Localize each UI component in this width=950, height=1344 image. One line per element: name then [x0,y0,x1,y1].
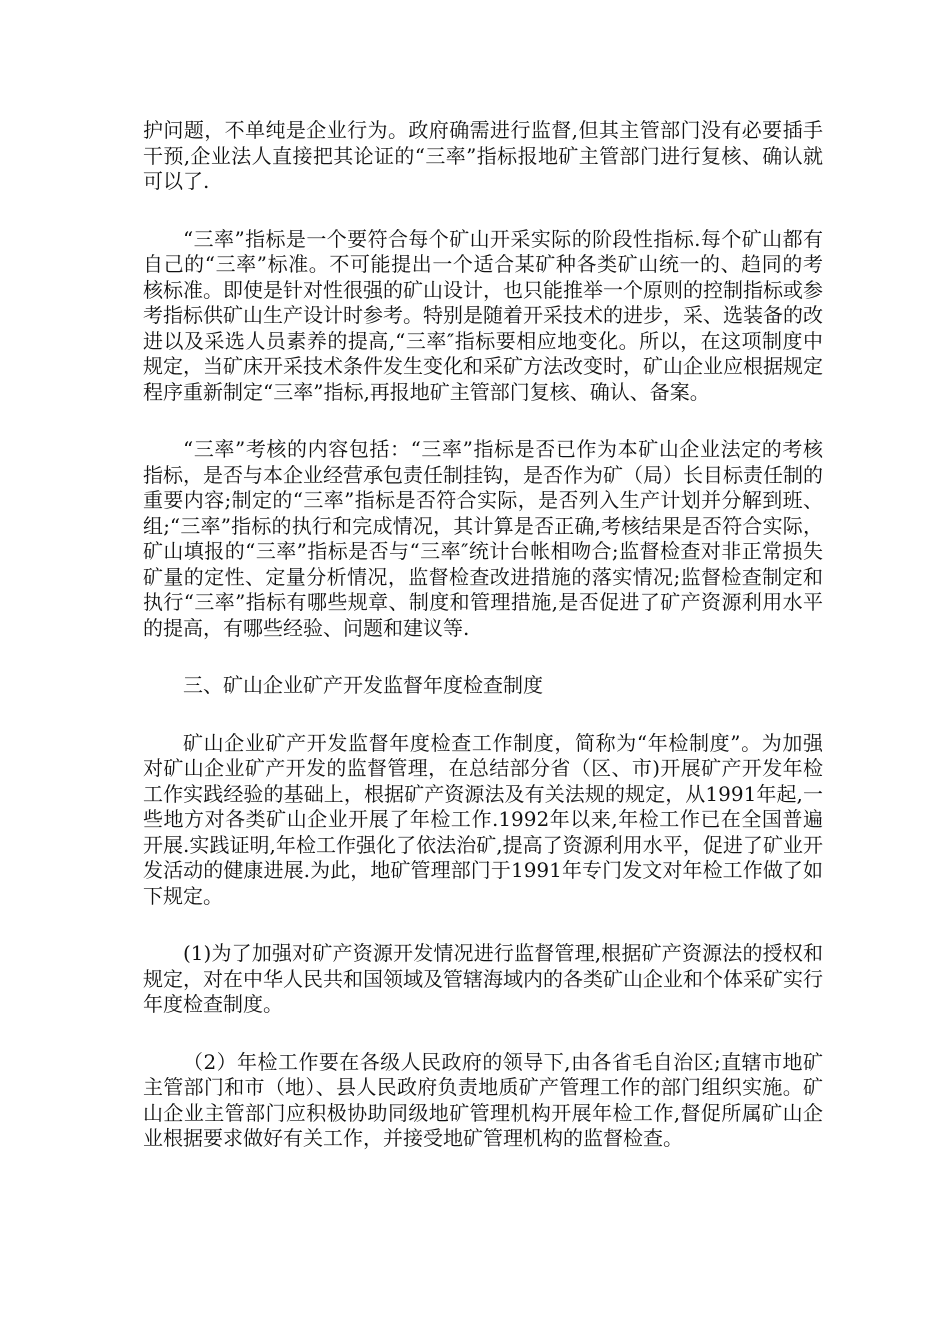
section-heading: 三、矿山企业矿产开发监督年度检查制度 [183,673,543,697]
paragraph-gap [143,699,823,731]
paragraph-continuation: 护问题，不单纯是企业行为。政府确需进行监督,但其主管部门没有必要插手干预,企业法人直接把其论证的“三率”指标报地矿主管部门进行复核、确认就可以了. [143,118,823,193]
paragraph-gap [143,195,823,227]
paragraph-item-2: （2）年检工作要在各级人民政府的领导下,由各省毛自治区;直辖市地矿主管部门和市（地）、县人民政府负责地质矿产管理工作的部门组织实施。矿山企业主管部门应积极协助同级地矿管理机构开展年检工作,督促所属矿山企业根据要求做好有关工作，并接受地矿管理机构的监督检查。 [143,1049,823,1150]
document-page [143,118,823,1152]
paragraph-annual-inspection: 矿山企业矿产开发监督年度检查工作制度，简称为“年检制度”。为加强对矿山企业矿产开发的监督管理，在总结部分省（区、市)开展矿产开发年检工作实践经验的基础上，根据矿产资源法及有关法规的规定，从1991年起,一些地方对各类矿山企业开展了年检工作.1992年以来,年检工作已在全国普遍开展.实践证明,年检工作强化了依法治矿,提高了资源利用水平，促进了矿业开发活动的健康进展.为此，地矿管理部门于1991年专门发文对年检工作做了如下规定。 [143,730,823,908]
paragraph-gap [143,909,823,941]
paragraph-item-1: (1)为了加强对矿产资源开发情况进行监督管理,根据矿产资源法的授权和规定，对在中华人民共和国领域及管辖海域内的各类矿山企业和个体采矿实行年度检查制度。 [143,941,823,1016]
paragraph-three-rates-assessment: “三率”考核的内容包括：“三率”指标是否已作为本矿山企业法定的考核指标，是否与本企业经营承包责任制挂钩，是否作为矿（局）长目标责任制的重要内容;制定的“三率”指标是否符合实际，是否列入生产计划并分解到班、组;“三率”指标的执行和完成情况，其计算是否正确,考核结果是否符合实际，矿山填报的“三率”指标是否与“三率″统计台帐相吻合;监督检查对非正常损失矿量的定性、定量分析情况，监督检查改进措施的落实情况;监督检查制定和执行“三率”指标有哪些规章、制度和管理措施,是否促进了矿产资源利用水平的提高，有哪些经验、问题和建议等. [143,437,823,640]
paragraph-three-rates-indicator: “三率”指标是一个要符合每个矿山开采实际的阶段性指标.每个矿山都有自己的“三率”标准。不可能提出一个适合某矿种各类矿山统一的、趋同的考核标准。即使是针对性很强的矿山设计，也只能推举一个原则的控制指标或参考指标供矿山生产设计时参考。特别是随着开采技术的进步，采、选装备的改进以及采选人员素养的提高,“三率″指标要相应地变化。所以，在这项制度中规定，当矿床开采技术条件发生变化和采矿方法改变时，矿山企业应根据规定程序重新制定“三率”指标,再报地矿主管部门复核、确认、备案。 [143,226,823,404]
paragraph-gap [143,405,823,437]
paragraph-gap [143,641,823,673]
paragraph-gap [143,1018,823,1050]
